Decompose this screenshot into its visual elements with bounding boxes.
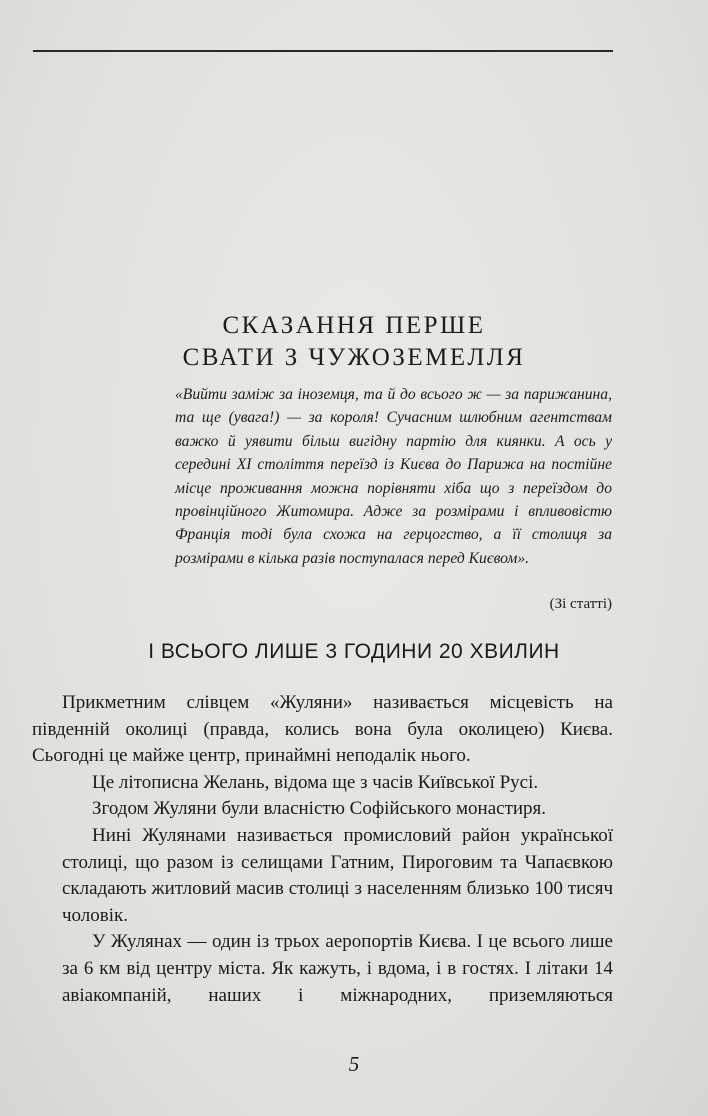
chapter-title-line-2: СВАТИ З ЧУЖОЗЕМЕЛЛЯ: [182, 344, 526, 371]
paragraph-1: Прикметним слівцем «Жуляни» називається місцевість на південній околиці (правда, колись вона була околицею) Києва. Сьогодні це майже центр, принаймні неподалік нього.: [32, 692, 613, 767]
paragraph-4: Нині Жулянами називається промисловий район української столиці, що разом із селищами Гатним, Пироговим та Чапаєвкою складають житловий масив столиці з населенням близько 100 тисяч чоловік.: [62, 824, 613, 926]
section-title: І ВСЬОГО ЛИШЕ 3 ГОДИНИ 20 ХВИЛИН: [148, 640, 560, 663]
paragraph-3: Згодом Жуляни були власністю Софійського монастиря.: [92, 798, 547, 820]
paragraph-2: Це літописна Желань, відома ще з часів Київської Русі.: [92, 771, 539, 793]
chapter-title-line-1: СКАЗАННЯ ПЕРШЕ: [222, 312, 486, 339]
epigraph-text: «Вийти заміж за іноземця, та й до всього ж — за парижанина, та ще (увага!) — за короля! Сучасним шлюбним агентствам важко й уявити більш вигідну партію для киянки. А ось у середині XI століття переїзд із Києва до Парижа на постійне місце проживання можна порівняти хіба що з переїздом до провінційного Житомира. Адже за розмірами і впливовістю Франція тоді була схожа на герцогство, а її столиця за розмірами в кілька разів поступалася перед Києвом».: [175, 386, 612, 567]
epigraph-source: (Зі статті): [549, 596, 612, 612]
epigraph: [175, 383, 612, 570]
top-rule: [33, 50, 613, 52]
body-text: [32, 690, 613, 1009]
paragraph-5: У Жулянах — один із трьох аеропортів Києва. І це всього лише за 6 км від центру міста. Як кажуть, і вдома, і в гостях. І літаки 14 авіакомпаній, наших і міжнародних, приземляються: [62, 931, 613, 1006]
page-number: 5: [348, 1052, 360, 1076]
